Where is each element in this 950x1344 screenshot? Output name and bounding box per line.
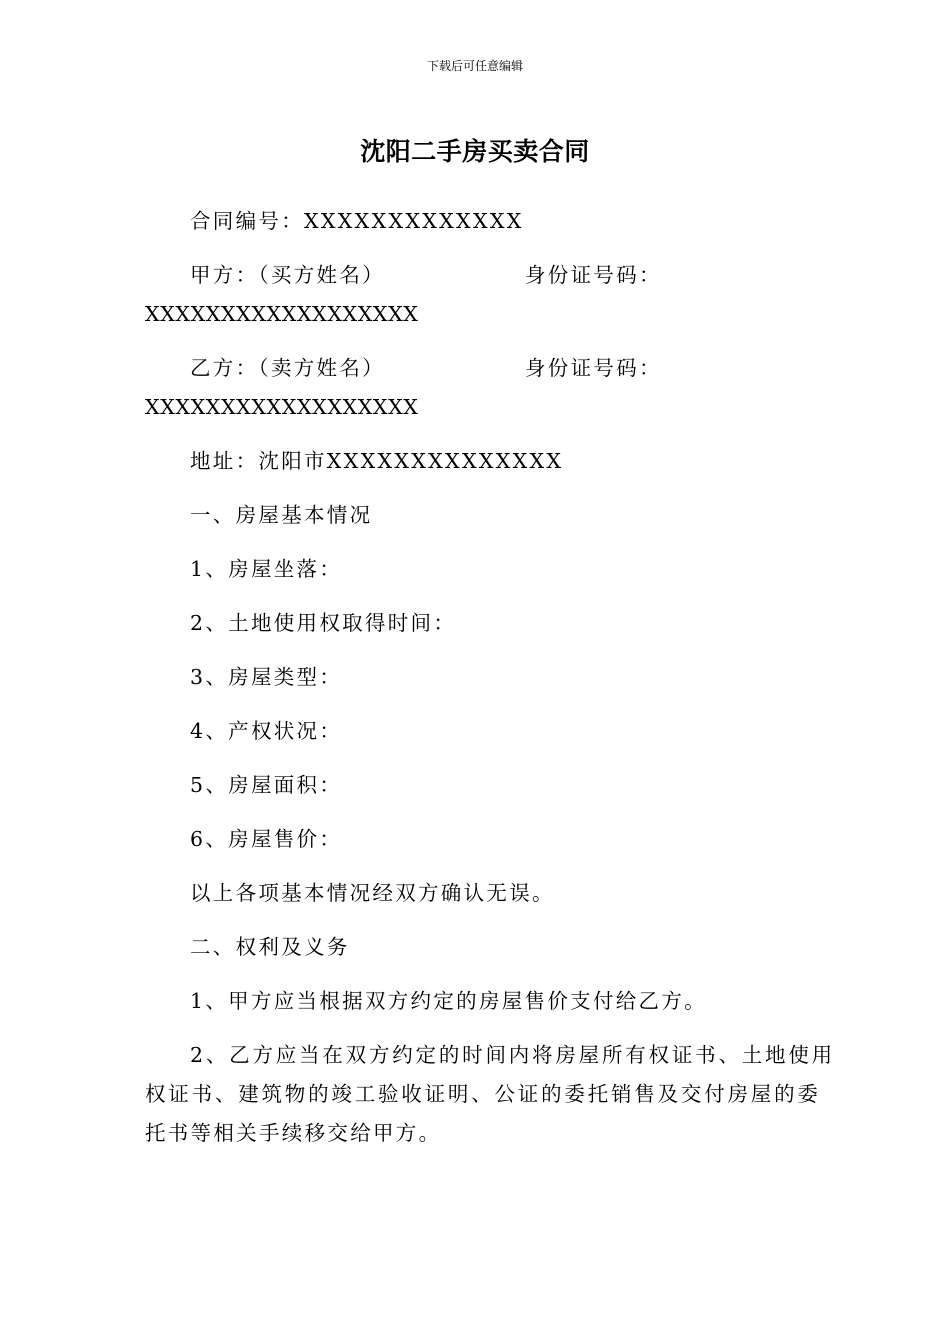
section1-item-land-use-time: 2、土地使用权取得时间： [190, 611, 457, 635]
address: 地址：沈阳市XXXXXXXXXXXXXX [190, 449, 564, 473]
contract-number: 合同编号：XXXXXXXXXXXXX [190, 209, 524, 233]
party-b-id-value: XXXXXXXXXXXXXXXXXX [145, 395, 419, 419]
section2-item2-line2: 权证书、建筑物的竣工验收证明、公证的委托销售及交付房屋的委 [145, 1082, 821, 1106]
document-title: 沈阳二手房买卖合同 [360, 137, 590, 166]
section1-heading: 一、房屋基本情况 [190, 503, 373, 527]
section1-item-area: 5、房屋面积： [190, 773, 343, 797]
party-a-id-value: XXXXXXXXXXXXXXXXXX [145, 302, 419, 326]
section1-item-property-status: 4、产权状况： [190, 719, 343, 743]
party-a-label: 甲方：（买方姓名） [190, 263, 385, 287]
party-b-id-label: 身份证号码： [525, 356, 662, 380]
header-note: 下载后可任意编辑 [426, 59, 523, 73]
section2-item1: 1、甲方应当根据双方约定的房屋售价支付给乙方。 [190, 989, 707, 1013]
section1-item-house-type: 3、房屋类型： [190, 665, 343, 689]
section1-item-location: 1、房屋坐落： [190, 557, 343, 581]
section2-item2-line1: 2、乙方应当在双方约定的时间内将房屋所有权证书、土地使用 [190, 1043, 835, 1067]
party-b-label: 乙方：（卖方姓名） [190, 356, 385, 380]
section1-item-price: 6、房屋售价： [190, 827, 343, 851]
party-a-id-label: 身份证号码： [525, 263, 662, 287]
section1-confirm: 以上各项基本情况经双方确认无误。 [190, 881, 555, 905]
section2-heading: 二、权利及义务 [190, 935, 350, 959]
section2-item2-line3: 托书等相关手续移交给甲方。 [145, 1121, 442, 1145]
